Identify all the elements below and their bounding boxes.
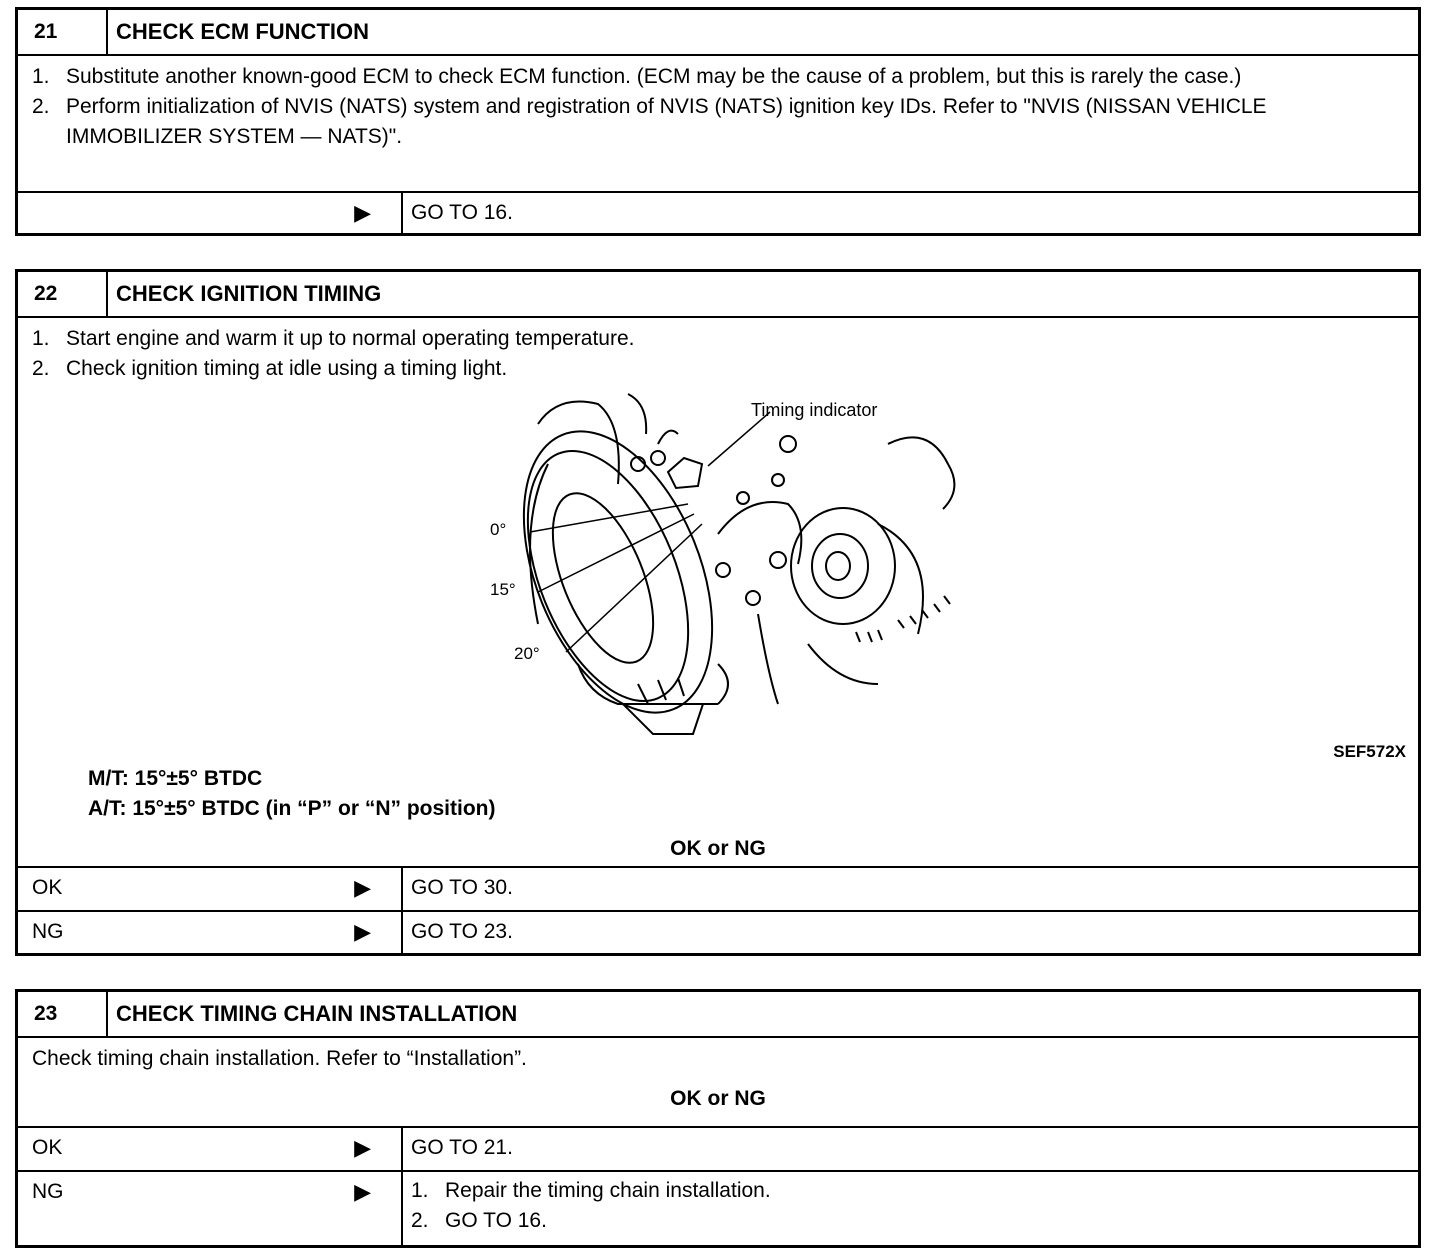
- step-number: 23: [18, 992, 108, 1036]
- crank-pulley-inner: [496, 428, 721, 724]
- list-number: 2.: [32, 95, 50, 118]
- result-label-cell: [18, 1128, 403, 1170]
- mark-label-0: 0°: [490, 520, 507, 539]
- step-title: CHECK TIMING CHAIN INSTALLATION: [116, 1001, 518, 1026]
- step-body: [18, 1038, 1418, 1128]
- arrow-icon: ▶: [354, 919, 371, 944]
- list-item: [32, 324, 1404, 354]
- result-action: GO TO 16.: [411, 201, 513, 224]
- timing-figure: [18, 384, 1418, 764]
- result-action: GO TO 23.: [411, 920, 513, 943]
- list-text: Start engine and warm it up to normal operating temperature.: [66, 327, 635, 350]
- step-header: [18, 272, 1418, 318]
- step-22-box: [15, 269, 1421, 956]
- list-number: 2.: [32, 357, 50, 380]
- result-label: OK: [32, 876, 63, 899]
- timing-indicator-shape: [668, 458, 702, 488]
- result-row: [18, 1172, 1418, 1246]
- result-label-cell: [18, 912, 403, 956]
- step-body: [18, 318, 1418, 868]
- result-label-cell: [18, 193, 403, 235]
- step-number: 22: [18, 272, 108, 316]
- arrow-icon: ▶: [354, 1179, 371, 1204]
- list-item: [411, 1176, 771, 1206]
- ok-or-ng-heading: OK or NG: [670, 837, 766, 860]
- result-row: [18, 912, 1418, 956]
- list-number: 1.: [32, 327, 50, 350]
- engine-illustration: [18, 384, 1418, 764]
- list-text: GO TO 16.: [445, 1209, 547, 1232]
- result-label-cell: [18, 1172, 403, 1246]
- step-header: [18, 992, 1418, 1038]
- step-text: Check timing chain installation. Refer to “Installation”.: [32, 1047, 527, 1070]
- result-row: [18, 868, 1418, 912]
- list-number: 1.: [411, 1179, 429, 1202]
- list-text: Perform initialization of NVIS (NATS) system and registration of NVIS (NATS) ignition key IDs. Refer to "NVIS (NISSAN VEHICLE IMMOBILIZER SYSTEM — NATS)".: [66, 95, 1267, 148]
- timing-indicator-label: Timing indicator: [751, 400, 878, 420]
- mark-label-20: 20°: [514, 644, 540, 663]
- result-row: [18, 1128, 1418, 1172]
- step-body: [18, 56, 1418, 193]
- list-item: [32, 92, 1404, 152]
- list-number: 1.: [32, 65, 50, 88]
- step-header: [18, 10, 1418, 56]
- result-row: [18, 193, 1418, 235]
- list-item: [32, 62, 1404, 92]
- step-23-box: [15, 989, 1421, 1248]
- result-action: [403, 1172, 771, 1246]
- spec-mt: M/T: 15°±5° BTDC: [88, 767, 263, 790]
- result-label: OK: [32, 1136, 63, 1159]
- list-text: Substitute another known-good ECM to check ECM function. (ECM may be the cause of a problem, but this is rarely the case.): [66, 65, 1242, 88]
- arrow-icon: ▶: [354, 200, 371, 225]
- mark-label-15: 15°: [490, 580, 516, 599]
- result-label-cell: [18, 868, 403, 910]
- result-action: GO TO 21.: [411, 1136, 513, 1159]
- step-title: CHECK IGNITION TIMING: [116, 281, 382, 306]
- result-label: NG: [32, 920, 64, 943]
- ok-or-ng-heading: OK or NG: [670, 1087, 766, 1110]
- arrow-icon: ▶: [354, 875, 371, 900]
- step-21-box: [15, 7, 1421, 236]
- result-action: GO TO 30.: [411, 876, 513, 899]
- list-number: 2.: [411, 1209, 429, 1232]
- figure-id: SEF572X: [1333, 742, 1406, 761]
- list-item: [411, 1206, 771, 1236]
- result-label: NG: [32, 1180, 64, 1203]
- list-item: [32, 354, 1404, 384]
- arrow-icon: ▶: [354, 1135, 371, 1160]
- spec-at: A/T: 15°±5° BTDC (in “P” or “N” position): [88, 797, 496, 820]
- step-number: 21: [18, 10, 108, 54]
- step-title: CHECK ECM FUNCTION: [116, 19, 369, 44]
- step-list: [32, 62, 1404, 152]
- list-text: Repair the timing chain installation.: [445, 1179, 771, 1202]
- list-text: Check ignition timing at idle using a timing light.: [66, 357, 508, 380]
- action-list: [411, 1176, 771, 1236]
- step-list: [32, 324, 1404, 384]
